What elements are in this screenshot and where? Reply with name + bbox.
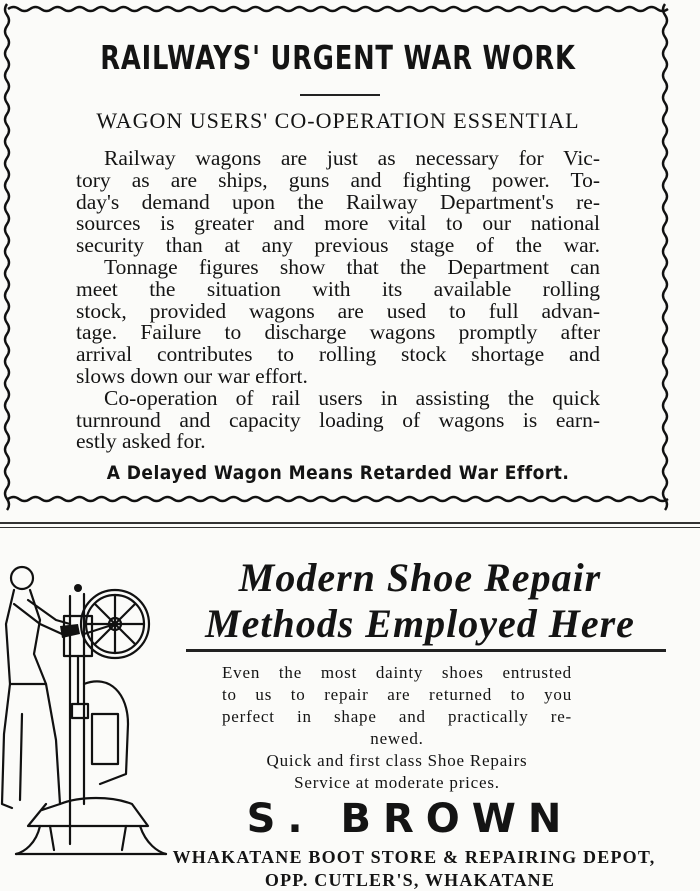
shoe-headline-rule: [186, 649, 666, 652]
body-line: estly asked for.: [76, 429, 206, 454]
shoe-body-line: Service at moderate prices.: [294, 773, 500, 792]
shoe-repair-machine-with-cobbler-icon: [0, 564, 176, 864]
shoe-body-line: Even the most dainty shoes entrusted: [222, 663, 572, 682]
proprietor-name: S. BROWN: [246, 796, 574, 842]
body-line: tory as are ships, guns and fighting power. To-: [76, 167, 600, 192]
railways-subheading: WAGON USERS' CO-OPERATION ESSENTIAL: [96, 108, 580, 133]
body-line: security than at any previous stage of the war.: [76, 233, 600, 258]
shoe-repair-ad: [0, 534, 700, 888]
shoe-body-line: perfect in shape and practically re-: [222, 707, 572, 726]
body-line: tage. Failure to discharge wagons promptly after: [76, 320, 600, 345]
left-wavy-border: [2, 4, 12, 504]
shoe-body-line: to us to repair are returned to you: [222, 685, 572, 704]
body-line: Railway wagons are just as necessary for Vic-: [104, 146, 600, 170]
bottom-wavy-border: [8, 494, 668, 504]
shoe-body-line: newed.: [370, 729, 424, 748]
shoe-body-line: Quick and first class Shoe Repairs: [266, 751, 528, 770]
body-line: sources is greater and more vital to our national: [76, 211, 600, 236]
store-location: OPP. CUTLER'S, WHAKATANE: [264, 870, 556, 890]
body-line: turnround and capacity loading of wagons is earn-: [76, 407, 600, 432]
railways-headline: RAILWAYS' URGENT WAR WORK: [100, 38, 576, 77]
body-line: meet the situation with its available rolling: [76, 276, 600, 301]
shoe-headline-line-2: Methods Employed Here: [205, 601, 635, 646]
column-separator-rule: [0, 522, 700, 524]
top-wavy-border: [8, 4, 668, 14]
railways-body: [76, 148, 600, 453]
body-line: day's demand upon the Railway Department's re-: [76, 189, 600, 214]
railways-slogan: A Delayed Wagon Means Retarded War Effort.: [106, 462, 570, 484]
store-name: WHAKATANE BOOT STORE & REPAIRING DEPOT,: [172, 847, 656, 867]
body-line: slows down our war effort.: [76, 363, 308, 388]
column-separator-rule: [0, 527, 700, 528]
body-line: stock, provided wagons are used to full advan-: [76, 298, 600, 323]
railways-notice: [8, 4, 668, 504]
headline-rule: [300, 94, 380, 96]
shoe-headline-line-1: Modern Shoe Repair: [238, 555, 602, 600]
shoe-body: [222, 662, 572, 794]
body-line: arrival contributes to rolling stock shortage and: [76, 342, 600, 367]
body-line: Tonnage figures show that the Department can: [104, 254, 600, 279]
right-wavy-border: [660, 4, 670, 504]
body-line: Co-operation of rail users in assisting the quick: [104, 385, 600, 410]
